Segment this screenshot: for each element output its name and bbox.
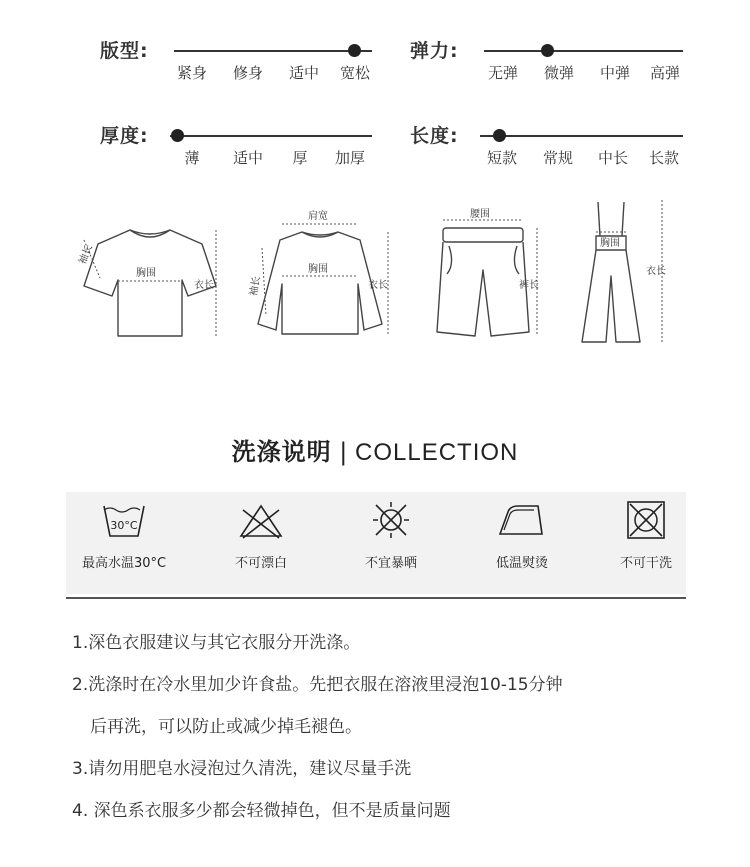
fit-option: 宽松: [339, 64, 371, 82]
length-option: 常规: [542, 149, 574, 167]
fit-scale-label: 版型:: [100, 40, 149, 62]
wash-temp-text: 30°C: [110, 519, 138, 532]
wash-note: 2.洗涤时在冷水里加少许食盐。先把衣服在溶液里浸泡10-15分钟: [72, 675, 563, 695]
sweater-chest-label: 胸围: [308, 264, 328, 275]
care-item-dryclean: [584, 500, 708, 571]
tshirt-chest-label: 胸围: [136, 268, 156, 279]
length-option: 短款: [486, 149, 518, 167]
length-option: 长款: [648, 149, 680, 167]
stretch-scale-marker: [541, 44, 554, 57]
length-scale-track: [480, 135, 683, 137]
care-item-iron: [460, 500, 584, 571]
care-item-sun: [329, 500, 453, 571]
length-option: 中长: [597, 149, 629, 167]
tshirt-diagram: [70, 200, 230, 350]
thickness-option: 加厚: [334, 149, 366, 167]
overalls-length-label: 衣长: [646, 266, 666, 277]
stretch-option: 无弹: [487, 64, 519, 82]
length-scale-label: 长度:: [410, 125, 459, 147]
fit-scale-track: [174, 50, 372, 52]
shorts-diagram: [425, 204, 555, 354]
thickness-option: 薄: [184, 149, 200, 167]
thickness-scale: [100, 125, 372, 185]
tshirt-sleeve-label: 袖长: [77, 243, 95, 267]
thickness-option: 适中: [232, 149, 264, 167]
stretch-scale-label: 弹力:: [410, 40, 459, 62]
fit-scale-marker: [348, 44, 361, 57]
wash-title-separator: |: [339, 438, 348, 466]
thickness-scale-label: 厚度:: [100, 125, 149, 147]
no-dry-clean-icon: [584, 500, 708, 540]
wash-section-title: [0, 432, 750, 467]
wash-notes: [72, 622, 712, 832]
tshirt-length-label: 衣长: [194, 280, 214, 291]
care-caption: 低温熨烫: [495, 556, 548, 571]
fit-scale: [100, 40, 372, 100]
sweater-diagram: [240, 204, 400, 354]
wash-note: 3.请勿用肥皂水浸泡过久清洗，建议尽量手洗: [72, 759, 412, 779]
fit-option: 适中: [288, 64, 320, 82]
fit-option: 修身: [232, 64, 264, 82]
care-item-bleach: [199, 500, 323, 571]
overalls-diagram: [570, 196, 680, 352]
overalls-chest-label: 胸围: [600, 238, 620, 249]
care-caption: 不宜暴晒: [364, 556, 417, 571]
stretch-option: 中弹: [599, 64, 631, 82]
stretch-scale: [410, 40, 683, 100]
shorts-waist-label: 腰围: [470, 209, 490, 220]
wash-title-zh: 洗涤说明: [231, 438, 332, 466]
section-divider: [66, 597, 686, 599]
wash-note: 1.深色衣服建议与其它衣服分开洗涤。: [72, 633, 361, 653]
length-scale-marker: [493, 129, 506, 142]
shorts-length-label: 裤长: [519, 280, 539, 291]
care-item-wash: [62, 500, 186, 571]
no-bleach-icon: [199, 500, 323, 540]
sweater-shoulder-label: 肩宽: [308, 211, 328, 222]
no-sun-dry-icon: [329, 500, 453, 540]
stretch-option: 高弹: [649, 64, 681, 82]
stretch-option: 微弹: [543, 64, 575, 82]
fit-option: 紧身: [176, 64, 208, 82]
wash-30-icon: [62, 500, 186, 540]
wash-title-en: COLLECTION: [355, 439, 519, 466]
wash-note: 4. 深色系衣服多少都会轻微掉色，但不是质量问题: [72, 801, 451, 821]
sweater-sleeve-label: 袖长: [248, 275, 263, 298]
thickness-option: 厚: [292, 149, 308, 167]
thickness-scale-track: [170, 135, 372, 137]
low-iron-icon: [460, 500, 584, 540]
care-caption: 不可干洗: [619, 556, 672, 571]
thickness-scale-marker: [171, 129, 184, 142]
care-caption: 最高水温30°C: [81, 556, 167, 571]
sweater-length-label: 衣长: [368, 280, 388, 291]
care-caption: 不可漂白: [234, 556, 287, 571]
length-scale: [410, 125, 683, 185]
wash-note-continuation: 后再洗，可以防止或减少掉毛褪色。: [90, 717, 362, 737]
stretch-scale-track: [484, 50, 683, 52]
